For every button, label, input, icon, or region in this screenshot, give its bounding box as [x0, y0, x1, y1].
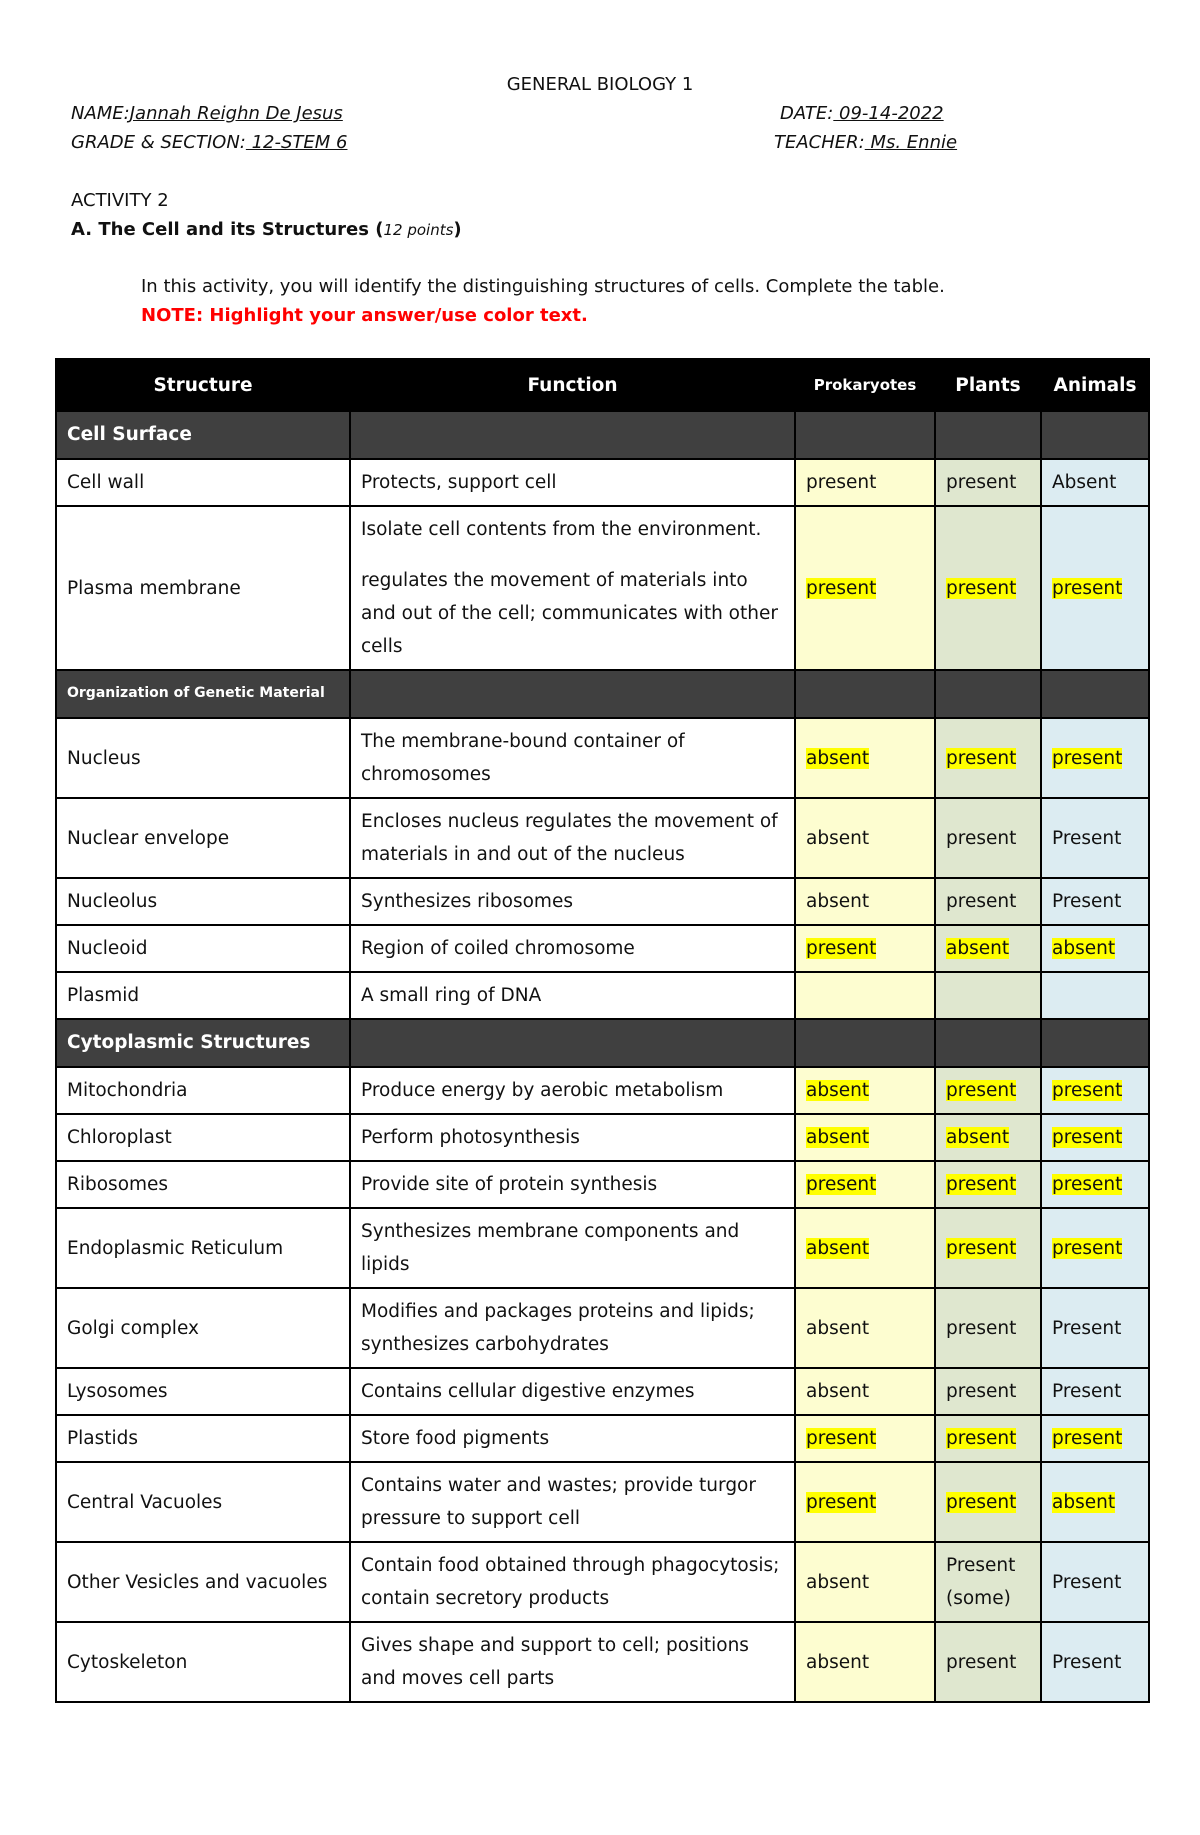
function-text: Gives shape and support to cell; positions and moves cell parts	[361, 1635, 749, 1689]
teacher-label: TEACHER:	[774, 132, 865, 153]
plants-cell	[935, 1161, 1041, 1208]
instruction-text: In this activity, you will identify the distinguishing structures of cells. Complete the table.	[141, 276, 945, 297]
table-row	[56, 718, 1149, 798]
section-name: Cell Surface	[56, 411, 350, 459]
animals-cell-value: Present	[1052, 1651, 1122, 1673]
table-row	[56, 1462, 1149, 1542]
animals-cell-value: Present	[1052, 827, 1122, 849]
table-row	[56, 1622, 1149, 1702]
plants-cell	[935, 718, 1041, 798]
section-empty-cell	[935, 411, 1041, 459]
name-field	[71, 103, 343, 124]
animals-cell-value: present	[1052, 1237, 1123, 1259]
animals-cell-value: present	[1052, 747, 1123, 769]
plants-cell-value: present	[946, 1080, 1017, 1101]
section-empty-cell	[350, 1019, 795, 1067]
structure-cell: Endoplasmic Reticulum	[56, 1208, 350, 1288]
prokaryotes-cell	[795, 925, 935, 972]
structure-cell: Nucleolus	[56, 878, 350, 925]
structure-cell: Nuclear envelope	[56, 798, 350, 878]
prokaryotes-cell-value: present	[806, 938, 877, 959]
function-text: Modifies and packages proteins and lipids; synthesizes carbohydrates	[361, 1301, 755, 1355]
table-row	[56, 1288, 1149, 1368]
animals-cell	[1041, 1208, 1149, 1288]
structure-cell: Plastids	[56, 1415, 350, 1462]
animals-cell	[1041, 878, 1149, 925]
plants-cell	[935, 1288, 1041, 1368]
prokaryotes-cell	[795, 1542, 935, 1622]
function-text: The membrane-bound container of chromosomes	[361, 731, 685, 785]
prokaryotes-cell	[795, 1622, 935, 1702]
animals-cell-value: present	[1052, 1080, 1123, 1101]
table-row	[56, 459, 1149, 506]
section-name: Organization of Genetic Material	[56, 670, 350, 718]
structure-cell: Chloroplast	[56, 1114, 350, 1161]
structure-cell: Nucleus	[56, 718, 350, 798]
header-structure: Structure	[56, 359, 350, 411]
prokaryotes-cell	[795, 1368, 935, 1415]
plants-cell-value: present	[946, 1491, 1017, 1513]
table-row	[56, 925, 1149, 972]
section-empty-cell	[935, 1019, 1041, 1067]
plants-cell-value: Present (some)	[946, 1555, 1016, 1609]
table-header-row	[56, 359, 1149, 411]
prokaryotes-cell-value: absent	[806, 747, 870, 769]
table-row	[56, 1161, 1149, 1208]
cell-structures-table	[55, 358, 1150, 1703]
section-empty-cell	[795, 670, 935, 718]
header-plants: Plants	[935, 359, 1041, 411]
header-prokaryotes: Prokaryotes	[795, 359, 935, 411]
structure-cell: Plasmid	[56, 972, 350, 1019]
section-empty-cell	[350, 411, 795, 459]
animals-cell-value: present	[1052, 1174, 1123, 1195]
plants-cell	[935, 972, 1041, 1019]
table-row	[56, 506, 1149, 670]
prokaryotes-cell-value: absent	[806, 1237, 870, 1259]
table-row	[56, 972, 1149, 1019]
plants-cell	[935, 1114, 1041, 1161]
animals-cell	[1041, 1542, 1149, 1622]
table-row	[56, 1067, 1149, 1114]
prokaryotes-cell-value: absent	[806, 1381, 870, 1402]
prokaryotes-cell	[795, 1288, 935, 1368]
animals-cell-value: present	[1052, 577, 1123, 599]
plants-cell	[935, 1542, 1041, 1622]
prokaryotes-cell-value: absent	[806, 1127, 870, 1148]
plants-cell-value: present	[946, 1381, 1017, 1402]
structure-cell: Lysosomes	[56, 1368, 350, 1415]
function-text: Contain food obtained through phagocytosis; contain secretory products	[361, 1555, 780, 1609]
prokaryotes-cell	[795, 459, 935, 506]
header-animals: Animals	[1041, 359, 1149, 411]
prokaryotes-cell	[795, 718, 935, 798]
prokaryotes-cell	[795, 1067, 935, 1114]
function-spacer	[361, 546, 784, 564]
structure-cell: Mitochondria	[56, 1067, 350, 1114]
plants-cell	[935, 1368, 1041, 1415]
plants-cell	[935, 878, 1041, 925]
animals-cell-value: Present	[1052, 1381, 1122, 1402]
structure-cell: Golgi complex	[56, 1288, 350, 1368]
prokaryotes-cell-value: absent	[806, 1571, 870, 1593]
function-cell	[350, 1208, 795, 1288]
function-cell	[350, 718, 795, 798]
note-text: NOTE: Highlight your answer/use color text.	[141, 305, 588, 326]
page-title: GENERAL BIOLOGY 1	[506, 74, 694, 95]
function-cell	[350, 1161, 795, 1208]
function-text: Synthesizes ribosomes	[361, 891, 573, 912]
function-text: Region of coiled chromosome	[361, 938, 635, 959]
animals-cell-value: present	[1052, 1428, 1123, 1449]
animals-cell	[1041, 1288, 1149, 1368]
plants-cell	[935, 1415, 1041, 1462]
prokaryotes-cell-value: absent	[806, 1317, 870, 1339]
plants-cell-value: present	[946, 747, 1017, 769]
function-cell	[350, 1622, 795, 1702]
section-row	[56, 411, 1149, 459]
function-cell	[350, 459, 795, 506]
prokaryotes-cell	[795, 972, 935, 1019]
activity-heading: ACTIVITY 2	[71, 190, 169, 211]
prokaryotes-cell-value: present	[806, 1428, 877, 1449]
section-row	[56, 1019, 1149, 1067]
date-label: DATE:	[780, 103, 834, 124]
table-row	[56, 1415, 1149, 1462]
section-empty-cell	[350, 670, 795, 718]
section-empty-cell	[1041, 1019, 1149, 1067]
function-cell	[350, 1067, 795, 1114]
function-cell	[350, 1288, 795, 1368]
table-row	[56, 1208, 1149, 1288]
plants-cell-value: present	[946, 827, 1017, 849]
function-text: Encloses nucleus regulates the movement of materials in and out of the nucleus	[361, 811, 778, 865]
function-text: Contains cellular digestive enzymes	[361, 1381, 695, 1402]
section-row	[56, 670, 1149, 718]
function-cell	[350, 1542, 795, 1622]
animals-cell	[1041, 1114, 1149, 1161]
function-text: Store food pigments	[361, 1428, 550, 1449]
section-close: )	[453, 219, 462, 240]
section-empty-cell	[1041, 670, 1149, 718]
table-row	[56, 1368, 1149, 1415]
plants-cell-value: present	[946, 1651, 1017, 1673]
plants-cell-value: present	[946, 472, 1017, 493]
plants-cell-value: present	[946, 891, 1017, 912]
prokaryotes-cell-value: present	[806, 577, 877, 599]
section-empty-cell	[1041, 411, 1149, 459]
section-name: Cytoplasmic Structures	[56, 1019, 350, 1067]
function-text: Perform photosynthesis	[361, 1127, 580, 1148]
prokaryotes-cell	[795, 1114, 935, 1161]
plants-cell-value: present	[946, 1428, 1017, 1449]
function-cell	[350, 506, 795, 670]
function-cell	[350, 972, 795, 1019]
function-text: Synthesizes membrane components and lipids	[361, 1221, 740, 1275]
function-text: A small ring of DNA	[361, 985, 542, 1006]
animals-cell	[1041, 1067, 1149, 1114]
animals-cell-value: present	[1052, 1127, 1123, 1148]
name-label: NAME:	[71, 103, 130, 124]
prokaryotes-cell	[795, 1208, 935, 1288]
prokaryotes-cell-value: absent	[806, 827, 870, 849]
name-value: Jannah Reighn De Jesus	[129, 103, 343, 124]
prokaryotes-cell-value: present	[806, 472, 877, 493]
prokaryotes-cell-value: absent	[806, 891, 870, 912]
table-row	[56, 1542, 1149, 1622]
plants-cell	[935, 1622, 1041, 1702]
function-text: Provide site of protein synthesis	[361, 1174, 658, 1195]
prokaryotes-cell	[795, 878, 935, 925]
plants-cell-value: present	[946, 577, 1017, 599]
structure-cell: Other Vesicles and vacuoles	[56, 1542, 350, 1622]
animals-cell-value: absent	[1052, 938, 1116, 959]
prokaryotes-cell-value: absent	[806, 1651, 870, 1673]
prokaryotes-cell-value: present	[806, 1174, 877, 1195]
function-text: regulates the movement of materials into and out of the cell; communicates with other cells	[361, 570, 778, 657]
animals-cell-value: absent	[1052, 1491, 1116, 1513]
function-text: Isolate cell contents from the environment.	[361, 519, 762, 540]
structure-cell: Ribosomes	[56, 1161, 350, 1208]
animals-cell-value: Present	[1052, 1571, 1122, 1593]
animals-cell-value: Absent	[1052, 472, 1117, 493]
grade-label: GRADE & SECTION:	[71, 132, 246, 153]
section-label: A. The Cell and its Structures (	[71, 219, 384, 240]
prokaryotes-cell	[795, 1462, 935, 1542]
plants-cell-value: absent	[946, 1127, 1010, 1148]
structure-cell: Central Vacuoles	[56, 1462, 350, 1542]
animals-cell-value: Present	[1052, 1317, 1122, 1339]
plants-cell	[935, 459, 1041, 506]
animals-cell	[1041, 506, 1149, 670]
prokaryotes-cell-value: present	[806, 1491, 877, 1513]
table-row	[56, 878, 1149, 925]
animals-cell	[1041, 972, 1149, 1019]
animals-cell	[1041, 1462, 1149, 1542]
animals-cell	[1041, 1415, 1149, 1462]
prokaryotes-cell	[795, 1161, 935, 1208]
function-cell	[350, 925, 795, 972]
plants-cell	[935, 925, 1041, 972]
function-cell	[350, 1415, 795, 1462]
teacher-value: Ms. Ennie	[864, 132, 958, 153]
animals-cell-value: Present	[1052, 891, 1122, 912]
animals-cell	[1041, 925, 1149, 972]
section-points: 12 points	[383, 221, 454, 239]
function-cell	[350, 1368, 795, 1415]
date-field	[780, 103, 944, 124]
section-empty-cell	[795, 411, 935, 459]
plants-cell-value: present	[946, 1317, 1017, 1339]
plants-cell	[935, 798, 1041, 878]
table-body	[56, 411, 1149, 1702]
prokaryotes-cell	[795, 1415, 935, 1462]
plants-cell	[935, 1208, 1041, 1288]
structure-cell: Nucleoid	[56, 925, 350, 972]
animals-cell	[1041, 798, 1149, 878]
date-value: 09-14-2022	[833, 103, 944, 124]
grade-value: 12-STEM 6	[245, 132, 348, 153]
prokaryotes-cell	[795, 506, 935, 670]
grade-section-field	[71, 132, 347, 153]
function-text: Contains water and wastes; provide turgor pressure to support cell	[361, 1475, 756, 1529]
animals-cell	[1041, 1368, 1149, 1415]
plants-cell-value: present	[946, 1237, 1017, 1259]
table-row	[56, 798, 1149, 878]
structure-cell: Cell wall	[56, 459, 350, 506]
section-empty-cell	[795, 1019, 935, 1067]
teacher-field	[774, 132, 957, 153]
function-cell	[350, 1114, 795, 1161]
function-text: Protects, support cell	[361, 472, 557, 493]
plants-cell	[935, 1462, 1041, 1542]
prokaryotes-cell	[795, 798, 935, 878]
prokaryotes-cell-value: absent	[806, 1080, 870, 1101]
function-text: Produce energy by aerobic metabolism	[361, 1080, 724, 1101]
function-cell	[350, 1462, 795, 1542]
header-function: Function	[350, 359, 795, 411]
function-cell	[350, 798, 795, 878]
section-heading	[71, 219, 462, 240]
table-row	[56, 1114, 1149, 1161]
structure-cell: Cytoskeleton	[56, 1622, 350, 1702]
function-cell	[350, 878, 795, 925]
animals-cell	[1041, 718, 1149, 798]
plants-cell-value: absent	[946, 938, 1010, 959]
animals-cell	[1041, 459, 1149, 506]
section-empty-cell	[935, 670, 1041, 718]
structure-cell: Plasma membrane	[56, 506, 350, 670]
plants-cell-value: present	[946, 1174, 1017, 1195]
animals-cell	[1041, 1622, 1149, 1702]
animals-cell	[1041, 1161, 1149, 1208]
plants-cell	[935, 506, 1041, 670]
plants-cell	[935, 1067, 1041, 1114]
